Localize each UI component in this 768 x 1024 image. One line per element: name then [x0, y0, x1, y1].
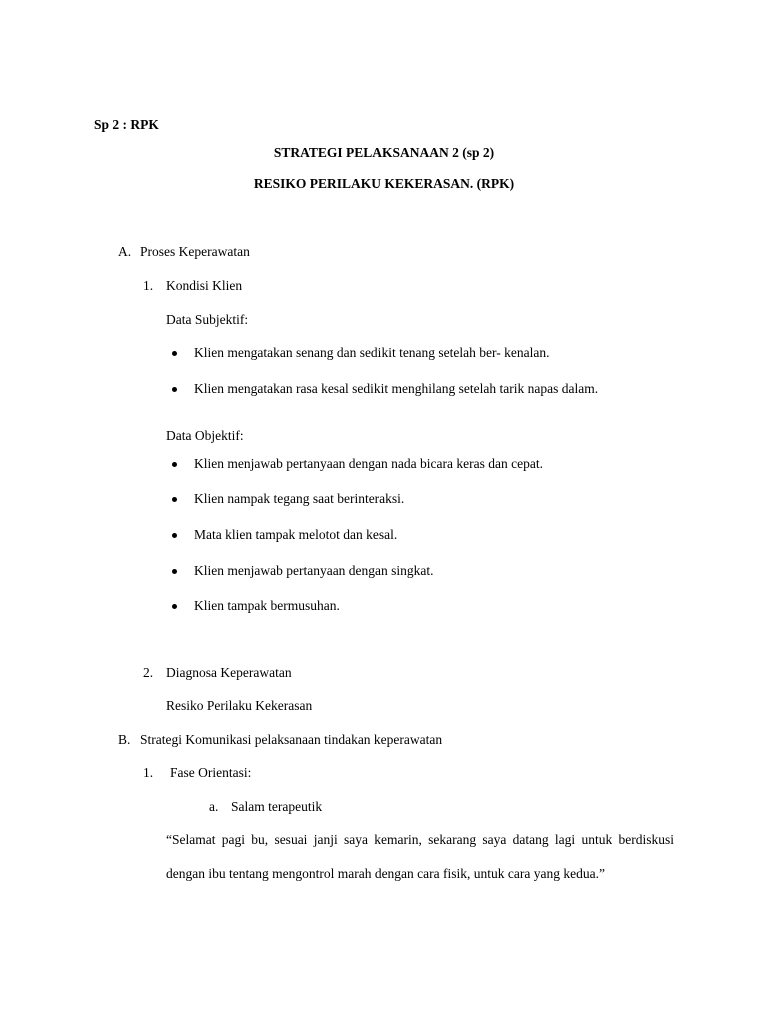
section-b-title: Strategi Komunikasi pelaksanaan tindakan keperawatan: [140, 732, 443, 747]
objektif-item: Klien tampak bermusuhan.: [194, 598, 340, 613]
document-subtitle: RESIKO PERILAKU KEKERASAN. (RPK): [253, 176, 515, 191]
bullet-icon: [172, 351, 177, 356]
salam-terapeutik-title: Salam terapeutik: [231, 799, 323, 814]
sub-a-marker: a.: [209, 799, 219, 814]
bullet-icon: [172, 569, 177, 574]
section-a-title: Proses Keperawatan: [140, 244, 250, 259]
diagnosa-value: Resiko Perilaku Kekerasan: [166, 698, 313, 713]
bullet-icon: [172, 387, 177, 392]
salam-text: “Selamat pagi bu, sesuai janji saya kemarin, sekarang saya datang lagi untuk berdiskusi dengan ibu tentang mengontrol marah dengan cara fisik, untuk cara yang kedua.”: [166, 832, 674, 881]
data-subjektif-label: Data Subjektif:: [166, 312, 249, 327]
subjektif-item: Klien mengatakan senang dan sedikit tenang setelah ber- kenalan.: [194, 345, 550, 360]
item-2-title: Diagnosa Keperawatan: [166, 665, 292, 680]
bullet-icon: [172, 604, 177, 609]
fase-marker: 1.: [143, 765, 154, 780]
item-1-marker: 1.: [143, 278, 154, 293]
bullet-icon: [172, 533, 177, 538]
objektif-item: Klien menjawab pertanyaan dengan singkat.: [194, 563, 434, 578]
objektif-item: Klien nampak tegang saat berinteraksi.: [194, 491, 405, 506]
subjektif-item: Klien mengatakan rasa kesal sedikit menghilang setelah tarik napas dalam.: [194, 381, 599, 396]
data-objektif-label: Data Objektif:: [166, 428, 244, 443]
item-1-title: Kondisi Klien: [166, 278, 243, 293]
section-b-marker: B.: [118, 732, 131, 747]
document-title: STRATEGI PELAKSANAAN 2 (sp 2): [273, 145, 495, 160]
bullet-icon: [172, 462, 177, 467]
document-label: Sp 2 : RPK: [94, 117, 159, 132]
bullet-icon: [172, 497, 177, 502]
objektif-item: Mata klien tampak melotot dan kesal.: [194, 527, 398, 542]
item-2-marker: 2.: [143, 665, 154, 680]
fase-orientasi-title: Fase Orientasi:: [170, 765, 252, 780]
objektif-item: Klien menjawab pertanyaan dengan nada bicara keras dan cepat.: [194, 456, 543, 471]
section-a-marker: A.: [118, 244, 132, 259]
